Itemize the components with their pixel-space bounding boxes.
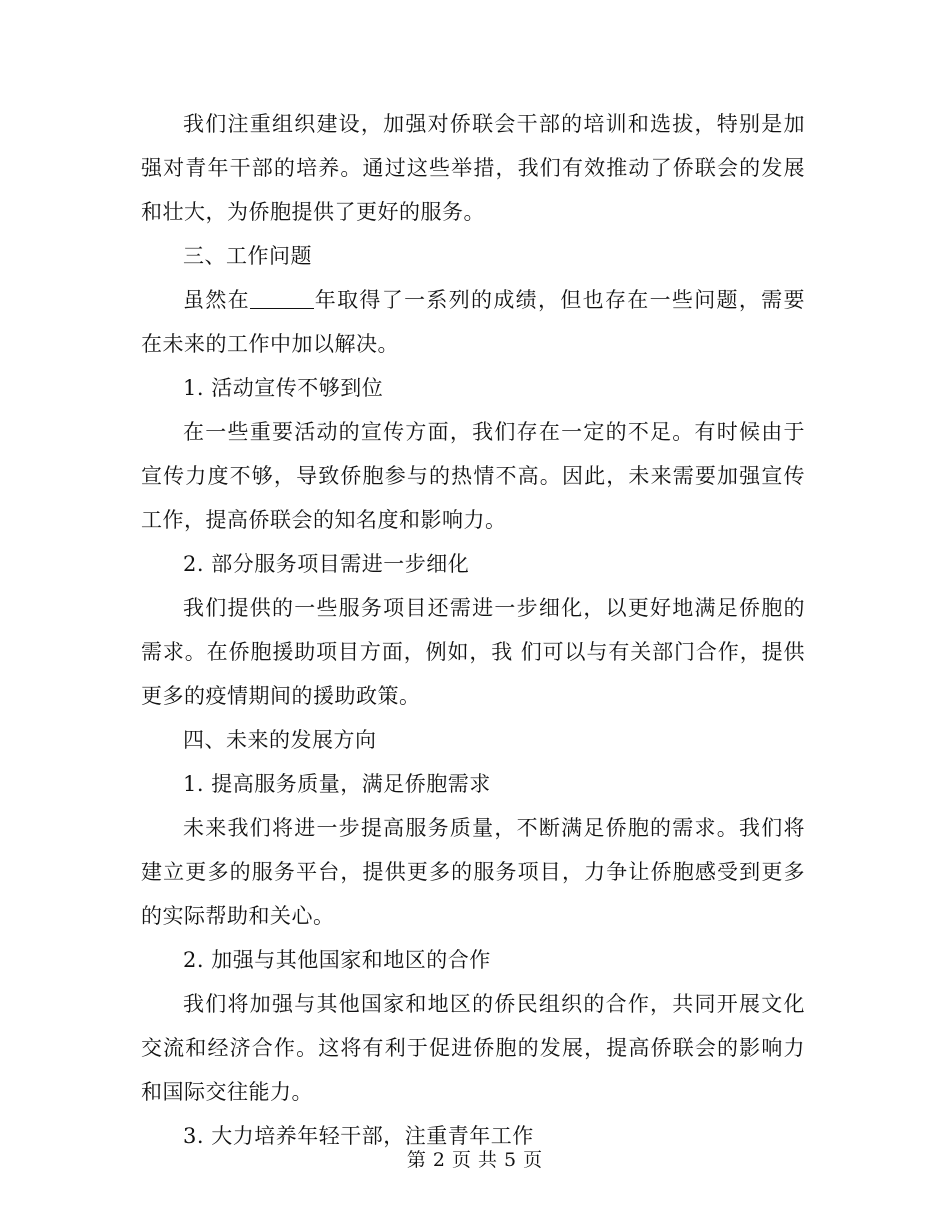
footer-total-pages: 5	[504, 1149, 518, 1171]
footer-prefix: 第	[406, 1149, 427, 1171]
footer-current-page: 2	[432, 1149, 446, 1171]
paragraph-problems-intro	[141, 278, 805, 366]
document-body	[141, 102, 805, 1158]
subheading-service-refinement: 2. 部分服务项目需进一步细化	[183, 552, 470, 576]
subheading-publicity: 1. 活动宣传不够到位	[183, 376, 384, 400]
paragraph-problems-intro-start: 虽然在	[183, 288, 250, 312]
paragraph-international-cooperation: 我们将加强与其他国家和地区的侨民组织的合作，共同开展文化交流和经济合作。这将有利于促进侨胞的发展，提高侨联会的影响力和国际交往能力。	[141, 992, 805, 1104]
subheading-international-cooperation: 2. 加强与其他国家和地区的合作	[183, 948, 491, 972]
paragraph-publicity: 在一些重要活动的宣传方面，我们存在一定的不足。有时候由于宣传力度不够，导致侨胞参与的热情不高。因此，未来需要加强宣传工作，提高侨联会的知名度和影响力。	[141, 420, 805, 532]
footer-suffix: 页	[523, 1149, 544, 1171]
section-heading-future-direction: 四、未来的发展方向	[183, 728, 377, 752]
footer-page-word: 页	[451, 1149, 472, 1171]
subheading-young-cadres: 3. 大力培养年轻干部，注重青年工作	[183, 1124, 534, 1148]
paragraph-organization: 我们注重组织建设，加强对侨联会干部的培训和选拔，特别是加强对青年干部的培养。通过这些举措，我们有效推动了侨联会的发展和壮大，为侨胞提供了更好的服务。	[141, 112, 805, 224]
paragraph-service-quality: 未来我们将进一步提高服务质量，不断满足侨胞的需求。我们将建立更多的服务平台，提供更多的服务项目，力争让侨胞感受到更多的实际帮助和关心。	[141, 816, 805, 928]
footer-total-word: 共	[478, 1149, 499, 1171]
year-blank-underline	[250, 288, 314, 309]
page-number-footer	[0, 1146, 950, 1174]
paragraph-service-refinement: 我们提供的一些服务项目还需进一步细化，以更好地满足侨胞的需求。在侨胞援助项目方面，例如，我 们可以与有关部门合作，提供更多的疫情期间的援助政策。	[141, 596, 805, 708]
section-heading-work-problems: 三、工作问题	[183, 244, 312, 268]
subheading-service-quality: 1. 提高服务质量，满足侨胞需求	[183, 772, 491, 796]
paragraph-problems-intro-end: 年取得了一系列的成绩，但也存在一些问题，需要在未来的工作中加以解决。	[141, 288, 806, 356]
